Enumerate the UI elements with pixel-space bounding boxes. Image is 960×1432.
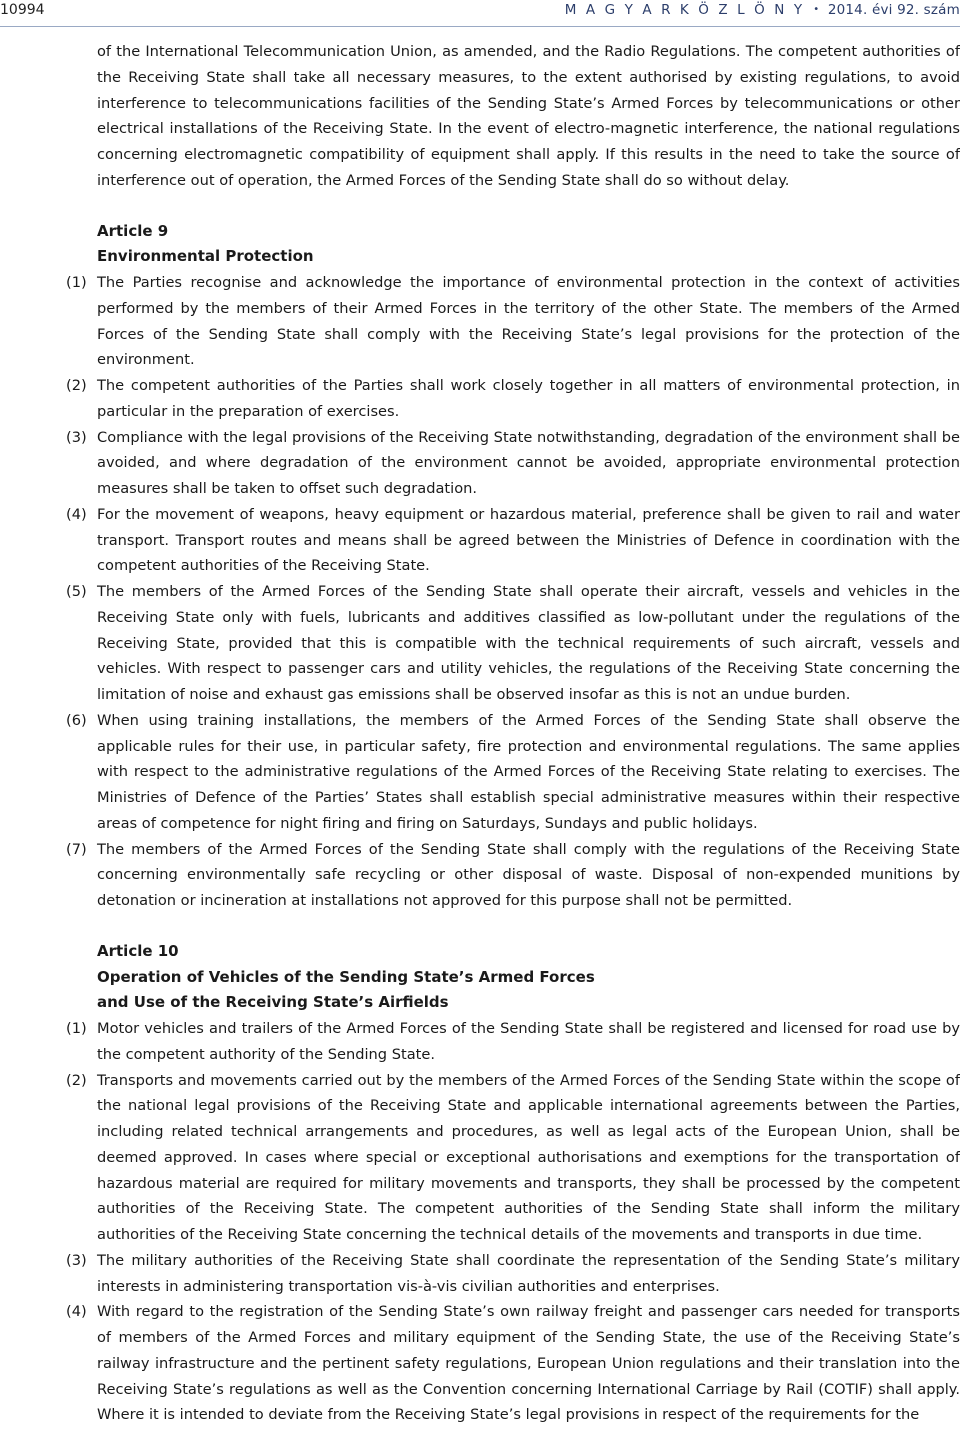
paragraph-number: (4) [66, 505, 87, 523]
paragraph-text: The competent authorities of the Parties shall work closely together in all matters of environmental protection, in particular in the preparation of exercises. [97, 377, 960, 420]
article-10-title-line-1: Operation of Vehicles of the Sending State’s Armed Forces [97, 967, 595, 986]
article-9-paragraph [0, 708, 960, 837]
paragraph-number: (3) [66, 1251, 87, 1269]
article-9-paragraph [0, 425, 960, 502]
paragraph-text: The military authorities of the Receiving State shall coordinate the representation of the Sending State’s military interests in administering transportation vis-à-vis civilian authorities and enterprises. [97, 1251, 960, 1295]
paragraph-text: The members of the Armed Forces of the Sending State shall operate their aircraft, vessels and vehicles in the Receiving State only with fuels, lubricants and additives classified as low-pollutant under the regulations of the Receiving State, provided that this is compatible with the technical requirements of such aircraft, vessels and vehicles. With respect to passenger cars and utility vehicles, the regulations of the Receiving State concerning the limitation of noise and exhaust gas emissions shall be observed insofar as this is not an undue burden. [97, 583, 960, 703]
paragraph-text: When using training installations, the members of the Armed Forces of the Sending State shall observe the applicable rules for their use, in particular safety, fire protection and environmental regulations. The same applies with respect to the administrative regulations of the Armed Forces of the Receiving State relating to exercises. The Ministries of Defence of the Parties’ States shall establish special administrative measures within their respective areas of competence for night firing and firing on Saturdays, Sundays and public holidays. [97, 711, 960, 832]
page-number: 10994 [0, 2, 45, 18]
paragraph-number: (2) [66, 377, 87, 394]
issue-number: 2014. évi 92. szám [827, 2, 960, 18]
article-9-paragraph [0, 502, 960, 579]
paragraph-number: (4) [66, 1303, 87, 1321]
document-body [0, 39, 960, 1428]
paragraph-text: Transports and movements carried out by the members of the Armed Forces of the Sending State within the scope of the national legal provisions of the Receiving State and applicable international agreements between the Parties, including related technical arrangements and procedures, as well as legal acts of the European Union, shall be deemed approved. In cases where special or exceptional authorisations and exemptions for the transportation of hazardous material are required for military movements and transports, they shall be processed by the competent authorities of the Receiving State. The competent authorities of the Sending State shall inform the military authorities of the Receiving State concerning the technical details of the movements and transports in due time. [97, 1071, 960, 1243]
journal-issue [565, 2, 960, 18]
article-9-title: Environmental Protection [97, 247, 314, 266]
paragraph-text: Compliance with the legal provisions of the Receiving State notwithstanding, degradation of the environment shall be avoided, and where degradation of the environment cannot be avoided, appropriate environmental protection measures shall be taken to offset such degradation. [97, 428, 960, 497]
paragraph-number: (3) [66, 428, 87, 446]
journal-name: M A G Y A R K Ö Z L Ö N Y [564, 2, 805, 18]
intro-paragraph: of the International Telecommunication Union, as amended, and the Radio Regulations. The competent authorities of the Receiving State shall take all necessary measures, to the extent authorised by existing regulations, to avoid interference to telecommunications facilities of the Sending State’s Armed Forces by telecommunications or other electrical installations of the Receiving State. In the event of electro-magnetic interference, the national regulations concerning electromagnetic compatibility of equipment shall apply. If this results in the need to take the source of interference out of operation, the Armed Forces of the Sending State shall do so without delay. [97, 43, 960, 189]
paragraph-text: Motor vehicles and trailers of the Armed Forces of the Sending State shall be registered and licensed for road use by the competent authority of the Sending State. [97, 1020, 960, 1063]
paragraph-text: With regard to the registration of the Sending State’s own railway freight and passenger cars needed for transports of members of the Armed Forces and military equipment of the Sending State, the use of the Receiving State’s railway infrastructure and the pertinent safety regulations, European Union regulations and their translation into the Receiving State’s regulations as well as the Convention concerning International Carriage by Rail (COTIF) shall apply. Where it is intended to deviate from the Receiving State’s legal provisions in respect of the requirements for the [97, 1303, 960, 1424]
article-9-paragraph [0, 837, 960, 914]
bullet-separator: • [813, 4, 820, 15]
article-10-paragraph [0, 1248, 960, 1300]
article-9-paragraph [0, 373, 960, 425]
article-9-paragraph [0, 270, 960, 373]
paragraph-number: (1) [66, 1020, 87, 1037]
paragraph-text: For the movement of weapons, heavy equipment or hazardous material, preference shall be given to rail and water transport. Transport routes and means shall be agreed between the Ministries of Defence in coordination with the competent authorities of the Receiving State. [97, 505, 960, 575]
paragraph-number: (6) [66, 711, 87, 729]
paragraph-number: (5) [66, 583, 87, 600]
article-9-number: Article 9 [97, 221, 169, 240]
article-10-paragraph [0, 1299, 960, 1428]
article-10-paragraph [0, 1068, 960, 1248]
article-10-paragraph [0, 1016, 960, 1068]
paragraph-number: (2) [66, 1071, 87, 1089]
article-10-title-line-2: and Use of the Receiving State’s Airfields [97, 993, 449, 1012]
paragraph-text: The Parties recognise and acknowledge the importance of environmental protection in the context of activities performed by the members of their Armed Forces in the territory of the other State. The members of the Armed Forces of the Sending State shall comply with the Receiving State’s legal provisions for the protection of the environment. [97, 274, 960, 369]
article-10-number: Article 10 [97, 941, 179, 960]
paragraph-number: (7) [66, 840, 87, 858]
paragraph-text: The members of the Armed Forces of the Sending State shall comply with the regulations of the Receiving State concerning environmentally safe recycling or other disposal of waste. Disposal of non-expended munitions by detonation or incineration at installations not approved for this purpose shall not be permitted. [97, 840, 960, 909]
article-9-paragraph [0, 579, 960, 708]
page-header [0, 0, 960, 27]
paragraph-number: (1) [66, 274, 87, 291]
